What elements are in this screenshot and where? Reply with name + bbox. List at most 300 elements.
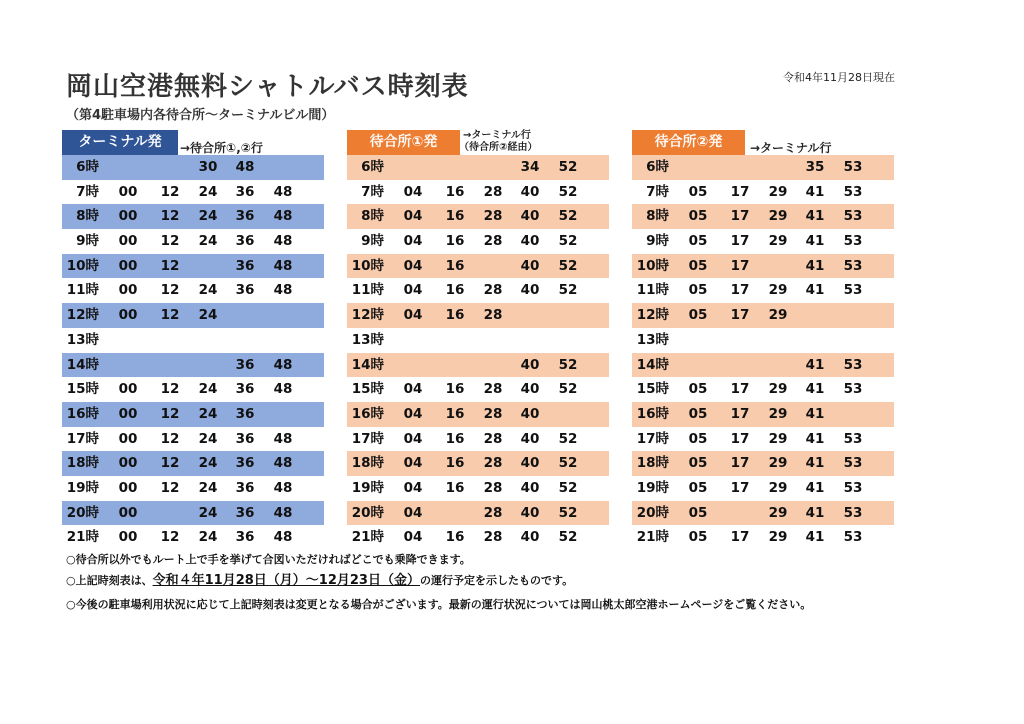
minute-cell: 05	[688, 529, 708, 546]
minute-cell	[192, 254, 224, 279]
minute-cell: 36	[235, 381, 255, 398]
minute-cell: 05	[688, 504, 708, 521]
minute-cell: 16	[445, 282, 465, 299]
minute-cell	[762, 328, 794, 353]
minute-cell: 28	[483, 282, 503, 299]
minute-cell: 28	[483, 183, 503, 200]
minute-cell	[229, 303, 261, 328]
hour-cell: 21時	[351, 529, 384, 546]
minute-cell: 17	[730, 430, 750, 447]
minute-cell	[514, 303, 546, 328]
minute-cell: 41	[805, 381, 825, 398]
minute-cell: 53	[843, 282, 863, 299]
minute-cell: 12	[160, 381, 180, 398]
hour-cell: 17時	[66, 430, 99, 447]
minute-cell: 48	[273, 529, 293, 546]
minute-cell: 29	[768, 455, 788, 472]
destination-label: →ターミナル行	[750, 141, 832, 155]
minute-cell: 53	[843, 208, 863, 225]
minute-cell: 05	[688, 183, 708, 200]
minute-cell: 05	[688, 430, 708, 447]
minute-cell: 28	[483, 504, 503, 521]
hour-cell: 17時	[636, 430, 669, 447]
timetable-row	[632, 303, 894, 328]
minute-cell: 12	[160, 183, 180, 200]
minute-cell	[724, 328, 756, 353]
minute-cell: 41	[805, 208, 825, 225]
minute-cell	[762, 155, 794, 180]
minute-cell: 12	[160, 529, 180, 546]
minute-cell: 41	[805, 430, 825, 447]
minute-cell: 05	[688, 307, 708, 324]
timetable-row	[62, 476, 324, 501]
minute-cell: 17	[730, 257, 750, 274]
minute-cell: 24	[198, 455, 218, 472]
timetable-row	[347, 377, 609, 402]
minute-cell	[762, 254, 794, 279]
minute-cell: 04	[403, 504, 423, 521]
minute-cell	[439, 501, 471, 526]
minute-cell: 48	[235, 159, 255, 175]
minute-cell: 28	[483, 479, 503, 496]
minute-cell: 12	[160, 479, 180, 496]
timetable-row	[347, 451, 609, 476]
minute-cell: 00	[118, 233, 138, 250]
minute-cell: 29	[768, 307, 788, 324]
minute-cell: 16	[445, 381, 465, 398]
minute-cell: 36	[235, 257, 255, 274]
minute-cell: 36	[235, 529, 255, 546]
minute-cell: 40	[520, 183, 540, 200]
minute-cell: 48	[273, 381, 293, 398]
page-subtitle: （第4駐車場内各待合所～ターミナルビル間）	[66, 108, 335, 123]
minute-cell: 12	[160, 208, 180, 225]
timetable-row	[347, 501, 609, 526]
hour-cell: 15時	[351, 381, 384, 398]
hour-cell: 6時	[361, 159, 384, 175]
minute-cell	[552, 303, 584, 328]
minute-cell: 48	[273, 208, 293, 225]
minute-cell: 16	[445, 529, 465, 546]
minute-cell: 53	[843, 455, 863, 472]
minute-cell	[724, 155, 756, 180]
minute-cell: 52	[558, 356, 578, 373]
minute-cell: 00	[118, 282, 138, 299]
hour-cell: 11時	[636, 282, 669, 299]
minute-cell: 40	[520, 504, 540, 521]
hour-cell: 11時	[66, 282, 99, 299]
minute-cell: 52	[558, 282, 578, 299]
minute-cell: 29	[768, 504, 788, 521]
minute-cell: 16	[445, 479, 465, 496]
minute-cell: 41	[805, 504, 825, 521]
minute-cell	[397, 155, 429, 180]
note-period-prefix: ○上記時刻表は、	[66, 574, 153, 587]
minute-cell	[192, 328, 224, 353]
note-period	[66, 570, 811, 591]
minute-cell	[154, 328, 186, 353]
minute-cell: 00	[118, 183, 138, 200]
timetable-row	[62, 353, 324, 378]
hour-cell: 8時	[76, 208, 99, 225]
minute-cell: 04	[403, 430, 423, 447]
minute-cell: 16	[445, 455, 465, 472]
minute-cell: 12	[160, 282, 180, 299]
hour-cell: 20時	[351, 504, 384, 521]
timetable-row	[62, 451, 324, 476]
minute-cell: 04	[403, 307, 423, 324]
hour-cell: 10時	[351, 257, 384, 274]
minute-cell	[514, 328, 546, 353]
minute-cell: 36	[235, 356, 255, 373]
timetable-row	[632, 254, 894, 279]
minute-cell: 53	[843, 356, 863, 373]
minute-cell: 17	[730, 208, 750, 225]
as-of-date: 令和4年11月28日現在	[783, 71, 895, 84]
minute-cell: 04	[403, 529, 423, 546]
minute-cell: 41	[805, 257, 825, 274]
minute-cell: 17	[730, 282, 750, 299]
timetable-header	[347, 130, 609, 155]
timetable-row	[632, 155, 894, 180]
minute-cell: 52	[558, 183, 578, 200]
minute-cell: 16	[445, 405, 465, 422]
timetable-row	[347, 402, 609, 427]
hour-cell: 21時	[66, 529, 99, 546]
minute-cell: 04	[403, 381, 423, 398]
minute-cell: 28	[483, 529, 503, 546]
timetable-row	[632, 427, 894, 452]
minute-cell: 00	[118, 208, 138, 225]
hour-cell: 6時	[646, 159, 669, 175]
timetable-row	[62, 278, 324, 303]
minute-cell: 29	[768, 208, 788, 225]
minute-cell	[762, 353, 794, 378]
timetable-terminal-departure	[62, 130, 324, 550]
departure-label: 待合所①発	[347, 130, 460, 155]
minute-cell	[267, 155, 299, 180]
minute-cell: 28	[483, 233, 503, 250]
minute-cell: 48	[273, 282, 293, 299]
minute-cell: 04	[403, 233, 423, 250]
minute-cell: 40	[520, 233, 540, 250]
minute-cell	[682, 328, 714, 353]
minute-cell: 29	[768, 479, 788, 496]
minute-cell: 40	[520, 455, 540, 472]
minute-cell	[799, 303, 831, 328]
timetable-row	[632, 278, 894, 303]
minute-cell: 00	[118, 479, 138, 496]
timetable-row	[347, 328, 609, 353]
timetable-row	[347, 229, 609, 254]
minute-cell: 17	[730, 455, 750, 472]
minute-cell	[682, 155, 714, 180]
minute-cell: 12	[160, 405, 180, 422]
minute-cell	[192, 353, 224, 378]
hour-cell: 12時	[66, 307, 99, 324]
minute-cell: 40	[520, 257, 540, 274]
minute-cell: 40	[520, 529, 540, 546]
minute-cell: 52	[558, 479, 578, 496]
minute-cell	[837, 303, 869, 328]
minute-cell: 41	[805, 455, 825, 472]
timetable-row	[632, 476, 894, 501]
minute-cell	[724, 501, 756, 526]
timetable-row	[632, 377, 894, 402]
minute-cell: 12	[160, 430, 180, 447]
minute-cell: 29	[768, 405, 788, 422]
minute-cell: 12	[160, 307, 180, 324]
notes	[66, 549, 811, 615]
hour-cell: 9時	[646, 233, 669, 250]
minute-cell: 28	[483, 455, 503, 472]
minute-cell: 48	[273, 356, 293, 373]
hour-cell: 7時	[361, 183, 384, 200]
minute-cell: 53	[843, 504, 863, 521]
departure-label: ターミナル発	[62, 130, 178, 155]
hour-cell: 13時	[636, 331, 669, 348]
minute-cell: 52	[558, 159, 578, 175]
minute-cell: 00	[118, 405, 138, 422]
timetable-rows	[62, 155, 324, 550]
minute-cell	[112, 353, 144, 378]
minute-cell	[477, 353, 509, 378]
timetable-row	[347, 254, 609, 279]
minute-cell: 36	[235, 455, 255, 472]
departure-label: 待合所②発	[632, 130, 745, 155]
minute-cell: 16	[445, 233, 465, 250]
hour-cell: 20時	[66, 504, 99, 521]
minute-cell: 36	[235, 282, 255, 299]
hour-cell: 14時	[636, 356, 669, 373]
minute-cell: 05	[688, 381, 708, 398]
timetable-row	[347, 525, 609, 550]
minute-cell	[552, 402, 584, 427]
minute-cell: 48	[273, 430, 293, 447]
minute-cell: 17	[730, 183, 750, 200]
minute-cell: 29	[768, 381, 788, 398]
minute-cell: 17	[730, 307, 750, 324]
hour-cell: 16時	[66, 405, 99, 422]
minute-cell	[397, 328, 429, 353]
minute-cell	[477, 328, 509, 353]
hour-cell: 8時	[361, 208, 384, 225]
minute-cell: 05	[688, 257, 708, 274]
minute-cell: 52	[558, 233, 578, 250]
minute-cell: 04	[403, 282, 423, 299]
minute-cell: 53	[843, 430, 863, 447]
minute-cell: 17	[730, 405, 750, 422]
minute-cell: 00	[118, 529, 138, 546]
timetable-row	[347, 427, 609, 452]
timetable-row	[347, 180, 609, 205]
hour-cell: 14時	[351, 356, 384, 373]
minute-cell: 28	[483, 307, 503, 324]
minute-cell: 24	[198, 307, 218, 324]
minute-cell: 36	[235, 405, 255, 422]
minute-cell: 41	[805, 233, 825, 250]
minute-cell	[112, 155, 144, 180]
minute-cell: 16	[445, 208, 465, 225]
hour-cell: 14時	[66, 356, 99, 373]
minute-cell: 05	[688, 208, 708, 225]
minute-cell: 24	[198, 430, 218, 447]
minute-cell: 34	[520, 159, 540, 175]
minute-cell	[397, 353, 429, 378]
minute-cell: 52	[558, 529, 578, 546]
minute-cell	[439, 328, 471, 353]
timetable-row	[62, 427, 324, 452]
minute-cell: 29	[768, 430, 788, 447]
timetable-row	[632, 525, 894, 550]
minute-cell: 52	[558, 455, 578, 472]
note-changes: ○今後の駐車場利用状況に応じて上記時刻表は変更となる場合がございます。最新の運行状況については岡山桃太郎空港ホームページをご覧ください。	[66, 598, 812, 611]
timetable-rows	[347, 155, 609, 550]
minute-cell: 40	[520, 479, 540, 496]
timetable-row	[347, 204, 609, 229]
minute-cell: 04	[403, 479, 423, 496]
minute-cell: 29	[768, 233, 788, 250]
timetable-row	[62, 402, 324, 427]
minute-cell: 48	[273, 479, 293, 496]
timetable-row	[62, 229, 324, 254]
minute-cell: 24	[198, 479, 218, 496]
minute-cell: 53	[843, 381, 863, 398]
minute-cell: 36	[235, 504, 255, 521]
minute-cell: 17	[730, 381, 750, 398]
minute-cell: 36	[235, 479, 255, 496]
minute-cell	[724, 353, 756, 378]
minute-cell: 17	[730, 479, 750, 496]
hour-cell: 9時	[76, 233, 99, 250]
minute-cell: 04	[403, 208, 423, 225]
timetable-row	[62, 328, 324, 353]
note-period-dates: 令和４年11月28日（月）～12月23日（金）	[152, 573, 420, 588]
timetable-row	[62, 303, 324, 328]
timetable-header	[632, 130, 894, 155]
minute-cell: 24	[198, 529, 218, 546]
minute-cell: 24	[198, 405, 218, 422]
hour-cell: 19時	[351, 479, 384, 496]
minute-cell: 00	[118, 257, 138, 274]
minute-cell: 41	[805, 479, 825, 496]
page-title: 岡山空港無料シャトルバス時刻表	[66, 72, 469, 102]
minute-cell: 05	[688, 282, 708, 299]
note-period-suffix: の運行予定を示したものです。	[419, 574, 574, 587]
minute-cell: 00	[118, 430, 138, 447]
timetable-row	[632, 402, 894, 427]
minute-cell: 16	[445, 183, 465, 200]
minute-cell: 04	[403, 257, 423, 274]
timetable-row	[632, 451, 894, 476]
timetable-row	[62, 254, 324, 279]
timetable-row	[62, 155, 324, 180]
minute-cell: 24	[198, 504, 218, 521]
minute-cell: 48	[273, 257, 293, 274]
minute-cell: 52	[558, 430, 578, 447]
minute-cell	[439, 155, 471, 180]
minute-cell	[154, 155, 186, 180]
minute-cell: 16	[445, 257, 465, 274]
minute-cell: 41	[805, 183, 825, 200]
minute-cell: 12	[160, 233, 180, 250]
minute-cell: 48	[273, 183, 293, 200]
minute-cell: 40	[520, 356, 540, 373]
minute-cell: 04	[403, 455, 423, 472]
minute-cell: 16	[445, 430, 465, 447]
minute-cell: 40	[520, 208, 540, 225]
hour-cell: 19時	[66, 479, 99, 496]
minute-cell: 48	[273, 233, 293, 250]
minute-cell: 53	[843, 529, 863, 546]
minute-cell: 53	[843, 183, 863, 200]
minute-cell	[439, 353, 471, 378]
minute-cell: 53	[843, 233, 863, 250]
timetable-row	[632, 180, 894, 205]
minute-cell: 05	[688, 455, 708, 472]
destination-via-label: （待合所②経由）	[459, 142, 538, 153]
minute-cell: 00	[118, 381, 138, 398]
timetable-waiting-area-2-departure	[632, 130, 894, 550]
hour-cell: 7時	[646, 183, 669, 200]
timetable-row	[347, 476, 609, 501]
minute-cell	[267, 303, 299, 328]
minute-cell: 24	[198, 208, 218, 225]
minute-cell: 52	[558, 504, 578, 521]
minute-cell: 28	[483, 405, 503, 422]
timetable-row	[632, 204, 894, 229]
minute-cell: 17	[730, 529, 750, 546]
hour-cell: 18時	[636, 455, 669, 472]
minute-cell	[154, 353, 186, 378]
minute-cell: 36	[235, 233, 255, 250]
minute-cell: 28	[483, 430, 503, 447]
hour-cell: 11時	[351, 282, 384, 299]
timetable-row	[347, 303, 609, 328]
hour-cell: 15時	[636, 381, 669, 398]
minute-cell: 17	[730, 233, 750, 250]
hour-cell: 15時	[66, 381, 99, 398]
minute-cell: 29	[768, 282, 788, 299]
hour-cell: 7時	[76, 183, 99, 200]
minute-cell: 30	[198, 159, 218, 175]
timetable-row	[632, 328, 894, 353]
minute-cell	[267, 402, 299, 427]
hour-cell: 16時	[636, 405, 669, 422]
minute-cell: 40	[520, 430, 540, 447]
timetable-row	[632, 229, 894, 254]
minute-cell: 12	[160, 257, 180, 274]
hour-cell: 18時	[351, 455, 384, 472]
timetable-row	[347, 278, 609, 303]
minute-cell: 05	[688, 479, 708, 496]
timetable-waiting-area-1-departure	[347, 130, 609, 550]
minute-cell: 24	[198, 183, 218, 200]
hour-cell: 16時	[351, 405, 384, 422]
timetable-row	[632, 353, 894, 378]
minute-cell: 36	[235, 208, 255, 225]
minute-cell: 00	[118, 455, 138, 472]
minute-cell	[154, 501, 186, 526]
minute-cell: 52	[558, 381, 578, 398]
hour-cell: 6時	[76, 159, 99, 175]
minute-cell: 24	[198, 381, 218, 398]
hour-cell: 9時	[361, 233, 384, 250]
minute-cell	[682, 353, 714, 378]
minute-cell: 40	[520, 381, 540, 398]
minute-cell: 41	[805, 529, 825, 546]
minute-cell	[837, 402, 869, 427]
